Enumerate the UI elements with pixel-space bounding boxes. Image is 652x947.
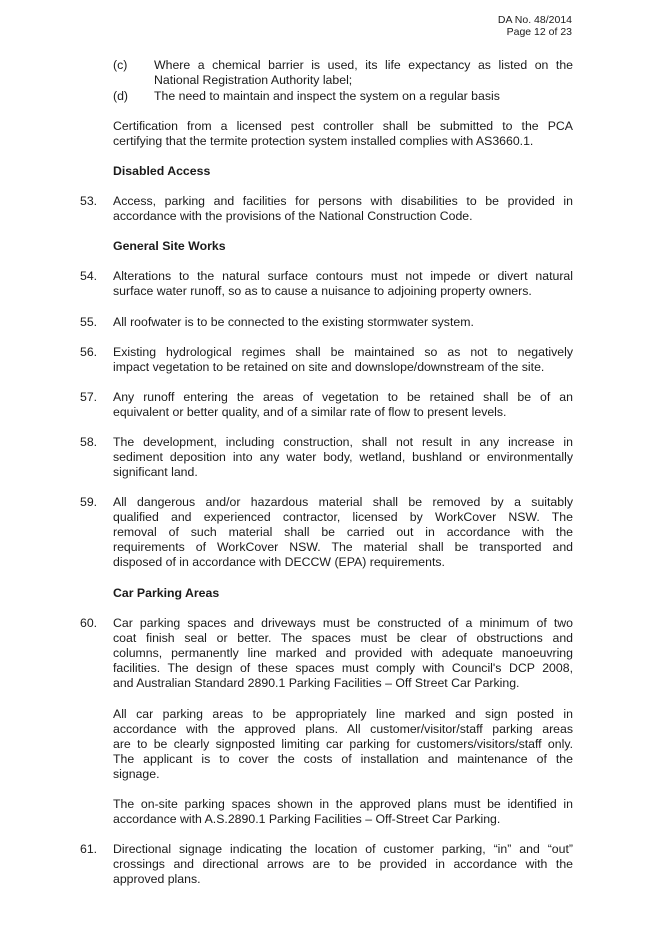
certification-paragraph (113, 119, 573, 149)
text-line: The on-site parking spaces shown in the approved plans must be identified in (113, 797, 573, 811)
text-line: qualified and experienced contractor, licensed by WorkCover NSW. The (113, 510, 573, 524)
text-line: Existing hydrological regimes shall be maintained so as not to negatively (113, 345, 573, 359)
condition-53-text (113, 194, 573, 224)
condition-59-text (113, 495, 573, 570)
condition-number: 57. (80, 390, 98, 404)
text-line: impact vegetation to be retained on site and downslope/downstream of the site. (113, 360, 545, 374)
page-number: Page 12 of 23 (506, 26, 572, 38)
text-line: The need to maintain and inspect the system on a regular basis (154, 89, 500, 103)
condition-54-text (113, 269, 573, 299)
da-number: DA No. 48/2014 (497, 14, 572, 26)
text-line: All car parking areas to be appropriately line marked and sign posted in (113, 707, 573, 721)
text-line: Alterations to the natural surface contours must not impede or divert natural (113, 269, 573, 283)
heading-disabled-access: Disabled Access (113, 164, 211, 178)
text-line: accordance with A.S.2890.1 Parking Facilities – Off-Street Car Parking. (113, 812, 501, 826)
text-line: Where a chemical barrier is used, its life expectancy as listed on the (154, 58, 573, 72)
text-line: crossings and directional arrows are to be provided in accordance with the (113, 857, 573, 871)
text-line: approved plans. (113, 872, 201, 886)
item-label-d: (d) (113, 89, 129, 103)
condition-number: 61. (80, 842, 98, 856)
text-line: columns, permanently line marked and provided with adequate manoeuvring (113, 646, 573, 660)
text-line: National Registration Authority label; (154, 73, 353, 87)
condition-number: 55. (80, 315, 98, 329)
text-line: coat finish seal or better. The spaces must be clear of obstructions and (113, 631, 573, 645)
text-line: equivalent or better quality, and of a similar rate of flow to present levels. (113, 405, 507, 419)
condition-number: 58. (80, 435, 98, 449)
text-line: Access, parking and facilities for persons with disabilities to be provided in (113, 194, 573, 208)
heading-general-site-works: General Site Works (113, 239, 226, 253)
text-line: are to be clearly signposted limiting car parking for customers/visitors/staff only. (113, 737, 573, 751)
text-line: certifying that the termite protection system installed complies with AS3660.1. (113, 134, 534, 148)
condition-56-text (113, 345, 573, 375)
text-line: Any runoff entering the areas of vegetation to be retained shall be of an (113, 390, 573, 404)
text-line: significant land. (113, 465, 198, 479)
text-line: accordance with the approved plans. All customer/visitor/staff parking areas (113, 722, 573, 736)
text-line: facilities. The design of these spaces must comply with Council's DCP 2008, (113, 661, 573, 675)
condition-60-paragraph-3 (113, 797, 573, 827)
condition-57-text (113, 390, 573, 420)
text-line: requirements of WorkCover NSW. The material shall be transported and (113, 540, 573, 554)
text-line: surface water runoff, so as to cause a nuisance to adjoining property owners. (113, 284, 532, 298)
page-header (498, 14, 572, 38)
condition-60-paragraph-2 (113, 707, 573, 782)
text-line: disposed of in accordance with DECCW (EPA) requirements. (113, 555, 445, 569)
item-text-c (154, 58, 573, 88)
text-line: signage. (113, 767, 160, 781)
text-line: The applicant is to cover the costs of installation and maintenance of the (113, 752, 573, 766)
text-line: All dangerous and/or hazardous material shall be removed by a suitably (113, 495, 573, 509)
condition-number: 53. (80, 194, 98, 208)
text-line: All roofwater is to be connected to the existing stormwater system. (113, 315, 474, 329)
text-line: removal of such material shall be carried out in accordance with the (113, 525, 573, 539)
text-line: Car parking spaces and driveways must be constructed of a minimum of two (113, 616, 573, 630)
condition-number: 54. (80, 269, 98, 283)
condition-55-text (113, 315, 573, 330)
item-text-d (154, 89, 573, 104)
condition-number: 60. (80, 616, 98, 630)
text-line: accordance with the provisions of the National Construction Code. (113, 209, 473, 223)
condition-number: 59. (80, 495, 98, 509)
text-line: and Australian Standard 2890.1 Parking Facilities – Off Street Car Parking. (113, 676, 520, 690)
text-line: Directional signage indicating the location of customer parking, “in” and “out” (113, 842, 573, 856)
text-line: The development, including construction, shall not result in any increase in (113, 435, 573, 449)
text-line: Certification from a licensed pest controller shall be submitted to the PCA (113, 119, 573, 133)
item-label-c: (c) (113, 58, 128, 72)
condition-58-text (113, 435, 573, 480)
text-line: sediment deposition into any water body, wetland, bushland or environmentally (113, 450, 573, 464)
condition-61-text (113, 842, 573, 887)
heading-car-parking-areas: Car Parking Areas (113, 586, 220, 600)
condition-60-text (113, 616, 573, 691)
condition-number: 56. (80, 345, 98, 359)
